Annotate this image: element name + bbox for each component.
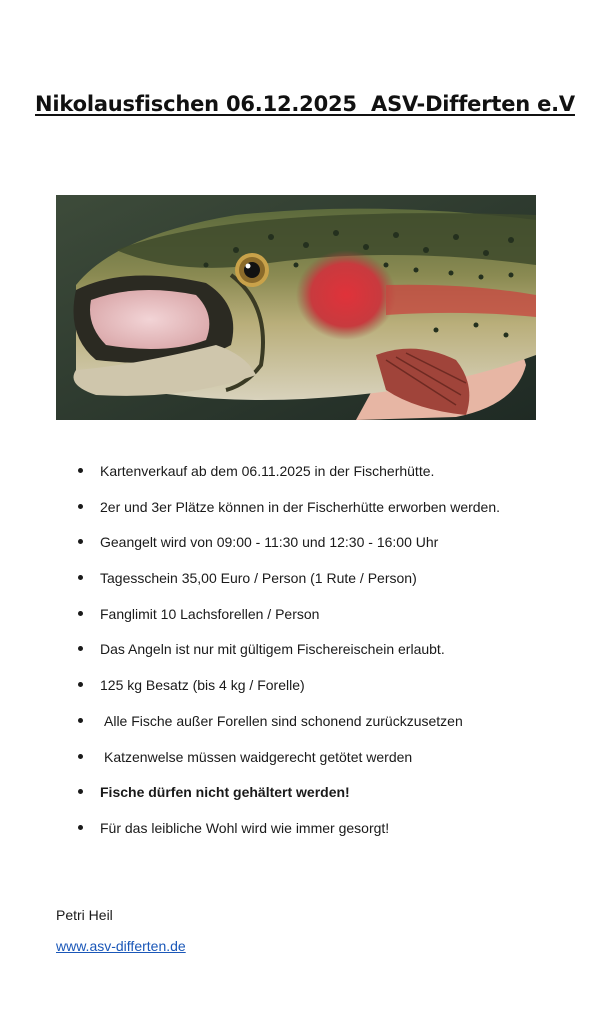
bullet-icon: [78, 468, 83, 473]
bullet-icon: [78, 825, 83, 830]
bullet-icon: [78, 754, 83, 759]
trout-photo-icon: [56, 195, 536, 420]
bullet-icon: [78, 646, 83, 651]
bullet-icon: [78, 682, 83, 687]
list-item: 125 kg Besatz (bis 4 kg / Forelle): [56, 672, 596, 708]
list-item: Fische dürfen nicht gehältert werden!: [56, 779, 596, 815]
signoff-text: Petri Heil: [56, 907, 113, 923]
bullet-icon: [78, 539, 83, 544]
list-item: Fanglimit 10 Lachsforellen / Person: [56, 601, 596, 637]
list-item: Das Angeln ist nur mit gültigem Fischereischein erlaubt.: [56, 636, 596, 672]
list-item: Kartenverkauf ab dem 06.11.2025 in der Fischerhütte.: [56, 458, 596, 494]
list-item: Alle Fische außer Forellen sind schonend zurückzusetzen: [56, 708, 596, 744]
bullet-icon: [78, 611, 83, 616]
list-item: Für das leibliche Wohl wird wie immer gesorgt!: [56, 815, 596, 851]
list-item: 2er und 3er Plätze können in der Fischerhütte erworben werden.: [56, 494, 596, 530]
info-list: [56, 458, 596, 851]
bullet-icon: [78, 504, 83, 509]
list-item: Katzenwelse müssen waidgerecht getötet werden: [56, 744, 596, 780]
bullet-icon: [78, 575, 83, 580]
page-title: Nikolausfischen 06.12.2025 ASV-Differten e.V: [35, 92, 575, 116]
trout-photo: [56, 195, 536, 420]
bullet-icon: [78, 789, 83, 794]
website-link[interactable]: www.asv-differten.de: [56, 938, 186, 954]
bullet-icon: [78, 718, 83, 723]
list-item: Tagesschein 35,00 Euro / Person (1 Rute / Person): [56, 565, 596, 601]
list-item: Geangelt wird von 09:00 - 11:30 und 12:30 - 16:00 Uhr: [56, 529, 596, 565]
